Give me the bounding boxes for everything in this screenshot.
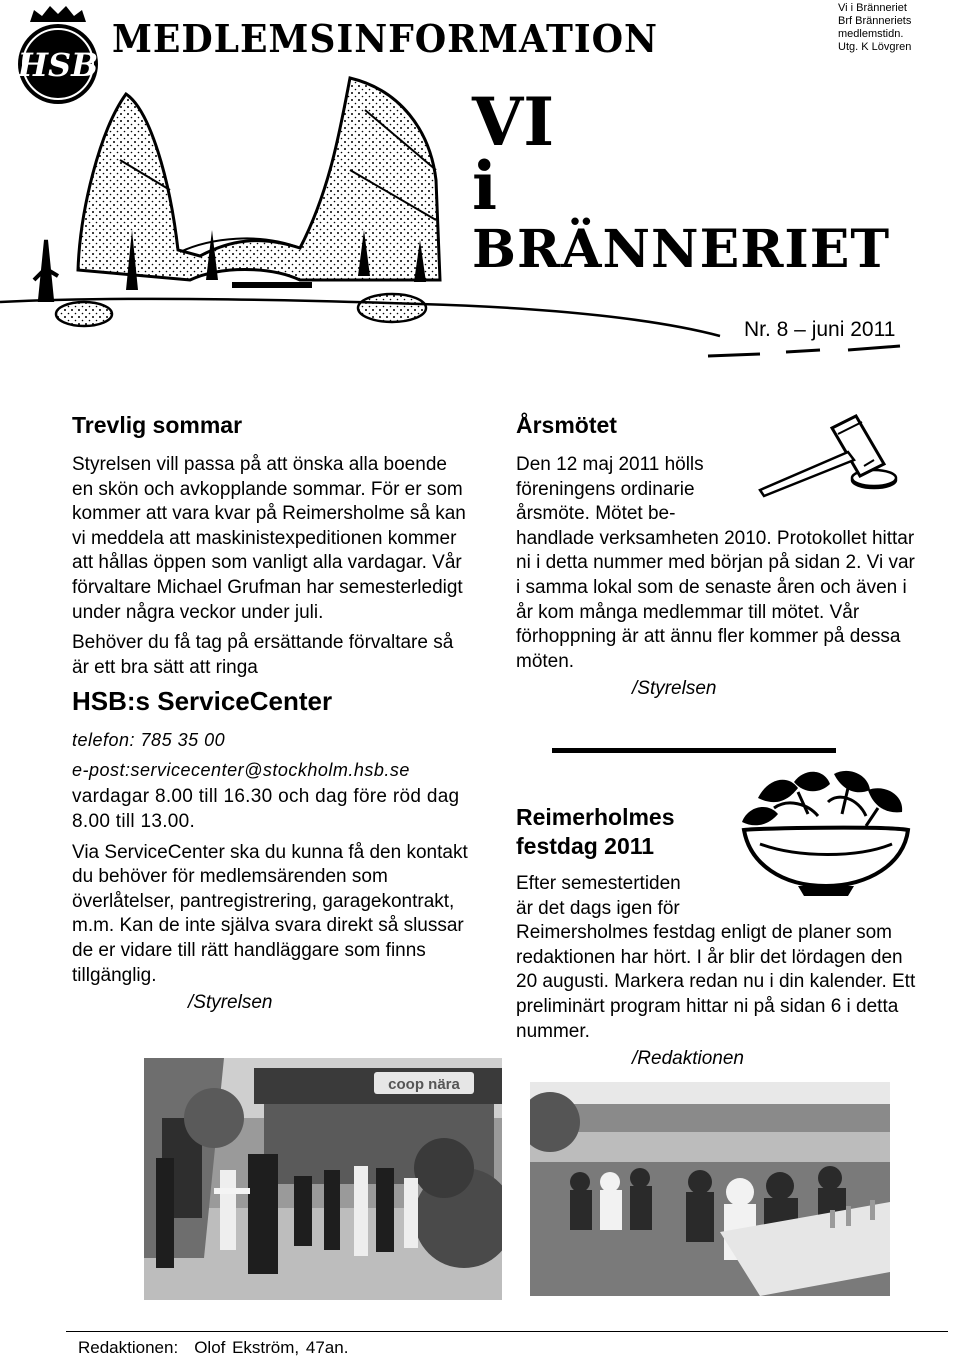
footer-rule bbox=[66, 1331, 948, 1332]
publication-note-line: Utg. K Lövgren bbox=[838, 41, 912, 53]
article-line: är det dags igen för bbox=[516, 897, 680, 919]
service-phone: telefon: 785 35 00 bbox=[72, 730, 226, 751]
footer bbox=[78, 1338, 348, 1358]
newsletter-title-line: BRÄNNERIET bbox=[472, 219, 891, 280]
publication-note-line: medlemstidn. bbox=[838, 28, 904, 40]
issue-number: Nr. 8 – juni 2011 bbox=[744, 318, 896, 341]
article-festday bbox=[516, 872, 916, 1044]
article-paragraph: Behöver du få tag på ersättande förvaltare så är ett bra sätt att ringa bbox=[72, 632, 454, 678]
festday-heading-line: festdag 2011 bbox=[516, 833, 655, 859]
service-center-name: HSB:s ServiceCenter bbox=[72, 686, 333, 717]
article-annual-meeting bbox=[516, 412, 916, 700]
article-paragraph: Styrelsen vill passa på att önska alla boende en skön och avkopplande sommar. För er som kommer att vara kvar på Reimersholme så kan vi meddela att maskinistexpeditionen kommer att hållas öppen som vanligt alla vardagar. Vår förvaltare Michael Grufman har semesterledigt under några veckor under juli. bbox=[72, 454, 466, 623]
article-line: Efter semestertiden bbox=[516, 873, 681, 894]
article-signature: /Redaktionen bbox=[632, 1048, 744, 1069]
logo-text: HSB bbox=[17, 46, 99, 84]
article-heading: Trevlig sommar bbox=[72, 412, 243, 438]
festday-heading bbox=[516, 803, 675, 861]
footer-editor: Olof Ekström, 47an. bbox=[194, 1338, 349, 1357]
article-paragraph: handlade verksamheten 2010. Protokollet hittar ni i detta nummer med början på sidan 2. Vi var i samma lokal som de senaste åren och även i år kom många medlemmar till mötet. Vår förhoppning är att ännu fler kommer på dessa möten. bbox=[516, 527, 915, 672]
section-divider bbox=[552, 748, 836, 753]
photo-shop-entrance bbox=[144, 1058, 502, 1300]
article-paragraph: Reimersholmes festdag enligt de planer som redaktionen har hört. I år blir det lördagen den 20 augusti. Markera redan nu i din kalender. Ett preliminärt program hittar ni på sidan 6 i detta nummer. bbox=[516, 922, 916, 1042]
service-email: e-post:servicecenter@stockholm.hsb.se bbox=[72, 760, 410, 781]
article-line: årsmöte. Mötet be- bbox=[516, 503, 676, 525]
photo-outdoor-dinner bbox=[530, 1082, 890, 1296]
shop-sign-text: coop nära bbox=[388, 1076, 460, 1093]
newsletter-title-line: VI bbox=[472, 83, 555, 161]
festday-heading-line: Reimerholmes bbox=[516, 804, 675, 830]
footer-label: Redaktionen: bbox=[78, 1338, 179, 1357]
publication-note bbox=[838, 2, 958, 54]
article-paragraph: Via ServiceCenter ska du kunna få den kontakt du behöver för medlemsärenden som överlåtelser, pantregistrering, garagekontrakt, m.m. Kan de inte själva svara direkt så slussar de er vidare till rätt handläggare som finns tillgänglig. bbox=[72, 841, 468, 986]
publication-note-line: Brf Bränneriets bbox=[838, 15, 912, 27]
article-signature: /Styrelsen bbox=[632, 678, 717, 700]
service-hours: vardagar 8.00 till 16.30 och dag före röd dag 8.00 till 13.00. bbox=[72, 786, 460, 832]
article-heading: Årsmötet bbox=[516, 412, 617, 438]
masthead-title: MEDLEMSINFORMATION bbox=[112, 16, 658, 61]
newsletter-title-line: i bbox=[472, 147, 498, 225]
article-line: Den 12 maj 2011 hölls bbox=[516, 454, 704, 475]
publication-note-line: Vi i Bränneriet bbox=[838, 2, 907, 14]
newsletter-title bbox=[472, 83, 891, 282]
article-line: föreningens ordinarie bbox=[516, 478, 695, 500]
article-signature: /Styrelsen bbox=[188, 992, 273, 1014]
article-summer bbox=[72, 412, 472, 1014]
